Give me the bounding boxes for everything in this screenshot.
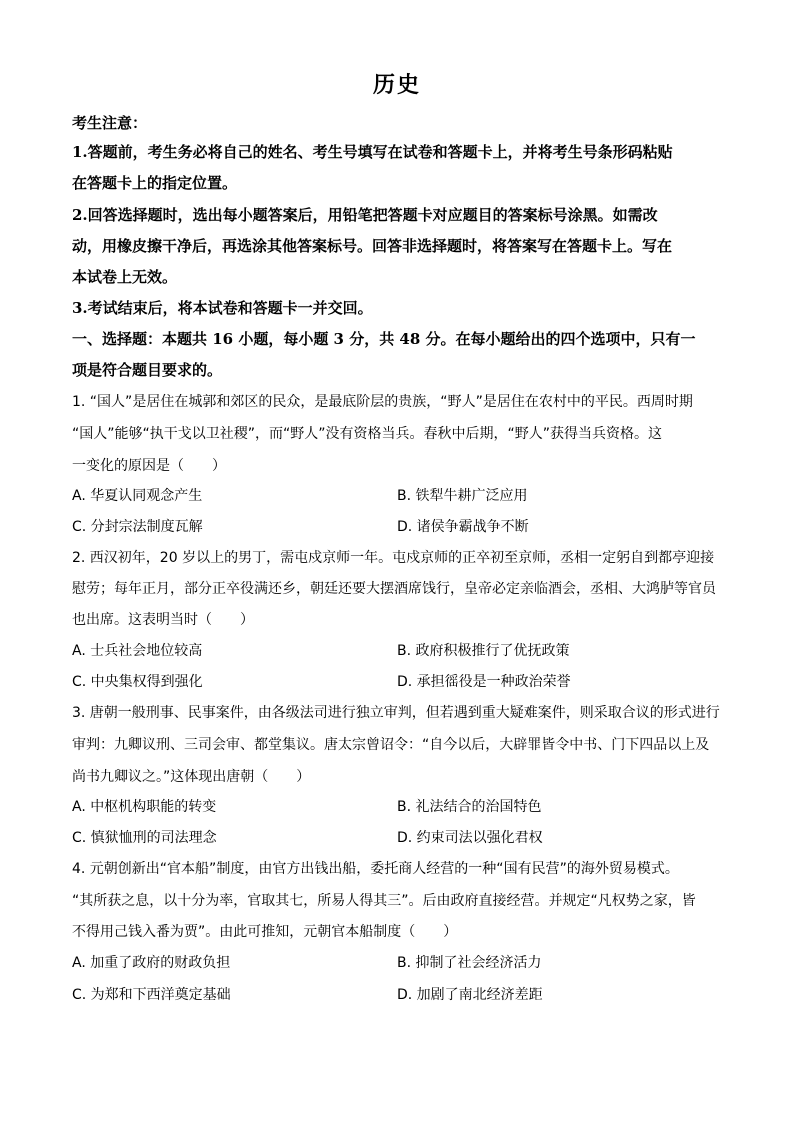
option-b: B. 抑制了社会经济活力	[397, 955, 542, 971]
notice-line: 3.考试结束后，将本试卷和答题卡一并交回。	[72, 299, 373, 317]
option-a: A. 中枢机构职能的转变	[72, 799, 217, 815]
option-b: B. 礼法结合的治国特色	[397, 799, 542, 815]
page-title: 历史	[372, 72, 421, 98]
question-text: 审判：九卿议刑、三司会审、都堂集议。唐太宗曾诏令：“自今以后，大辟罪皆令中书、门下四品以上及	[72, 737, 710, 753]
option-d: D. 承担徭役是一种政治荣誉	[397, 674, 571, 690]
option-a: A. 士兵社会地位较高	[72, 643, 203, 659]
notice-heading: 考生注意：	[72, 114, 148, 132]
option-c: C. 慎狱恤刑的司法理念	[72, 830, 217, 846]
notice-line: 1.答题前，考生务必将自己的姓名、考生号填写在试卷和答题卡上，并将考生号条形码粘贴	[72, 143, 673, 161]
question-text: “国人”能够“执干戈以卫社稷”，而“野人”没有资格当兵。春秋中后期，“野人”获得当兵资格。这	[72, 426, 663, 442]
question-text: 慰劳；每年正月，部分正卒役满还乡，朝廷还要大摆酒席饯行，皇帝必定亲临酒会，丞相、大鸿胪等官员	[72, 581, 716, 597]
option-c: C. 分封宗法制度瓦解	[72, 519, 203, 535]
question-text: 1. “国人”是居住在城郭和郊区的民众，是最底阶层的贵族，“野人”是居住在农村中的平民。西周时期	[72, 394, 693, 410]
question-text: 尚书九卿议之。”这体现出唐朝（ ）	[72, 769, 311, 785]
question-text: 也出席。这表明当时（ ）	[72, 612, 254, 628]
option-b: B. 政府积极推行了优抚政策	[397, 643, 570, 659]
question-text: 4. 元朝创新出“官本船”制度，由官方出钱出船，委托商人经营的一种“国有民营”的海外贸易模式。	[72, 861, 679, 877]
question-text: 一变化的原因是（ ）	[72, 458, 226, 474]
option-d: D. 诸侯争霸战争不断	[397, 519, 529, 535]
notice-line: 在答题卡上的指定位置。	[72, 174, 238, 192]
option-c: C. 中央集权得到强化	[72, 674, 203, 690]
notice-line: 本试卷上无效。	[72, 268, 178, 286]
option-b: B. 铁犁牛耕广泛应用	[397, 488, 528, 504]
option-d: D. 加剧了南北经济差距	[397, 987, 543, 1003]
section-heading: 项是符合题目要求的。	[72, 361, 223, 379]
question-text: 2. 西汉初年，20 岁以上的男丁，需屯戍京师一年。屯戍京师的正卒初至京师，丞相一定躬自到都亭迎接	[72, 550, 715, 566]
option-d: D. 约束司法以强化君权	[397, 830, 543, 846]
question-text: 3. 唐朝一般刑事、民事案件，由各级法司进行独立审判，但若遇到重大疑难案件，则采取合议的形式进行	[72, 705, 720, 721]
notice-line: 2.回答选择题时，选出每小题答案后，用铅笔把答题卡对应题目的答案标号涂黑。如需改	[72, 206, 658, 224]
section-heading: 一、选择题：本题共 16 小题，每小题 3 分，共 48 分。在每小题给出的四个选项中，只有一	[72, 330, 696, 348]
question-text: 不得用己钱入番为贾”。由此可推知，元朝官本船制度（ ）	[72, 924, 458, 940]
question-text: “其所获之息，以十分为率，官取其七，所易人得其三”。后由政府直接经营。并规定“凡权势之家，皆	[72, 893, 696, 909]
notice-line: 动，用橡皮擦干净后，再选涂其他答案标号。回答非选择题时，将答案写在答题卡上。写在	[72, 237, 673, 255]
option-c: C. 为郑和下西洋奠定基础	[72, 987, 231, 1003]
option-a: A. 加重了政府的财政负担	[72, 955, 231, 971]
option-a: A. 华夏认同观念产生	[72, 488, 203, 504]
